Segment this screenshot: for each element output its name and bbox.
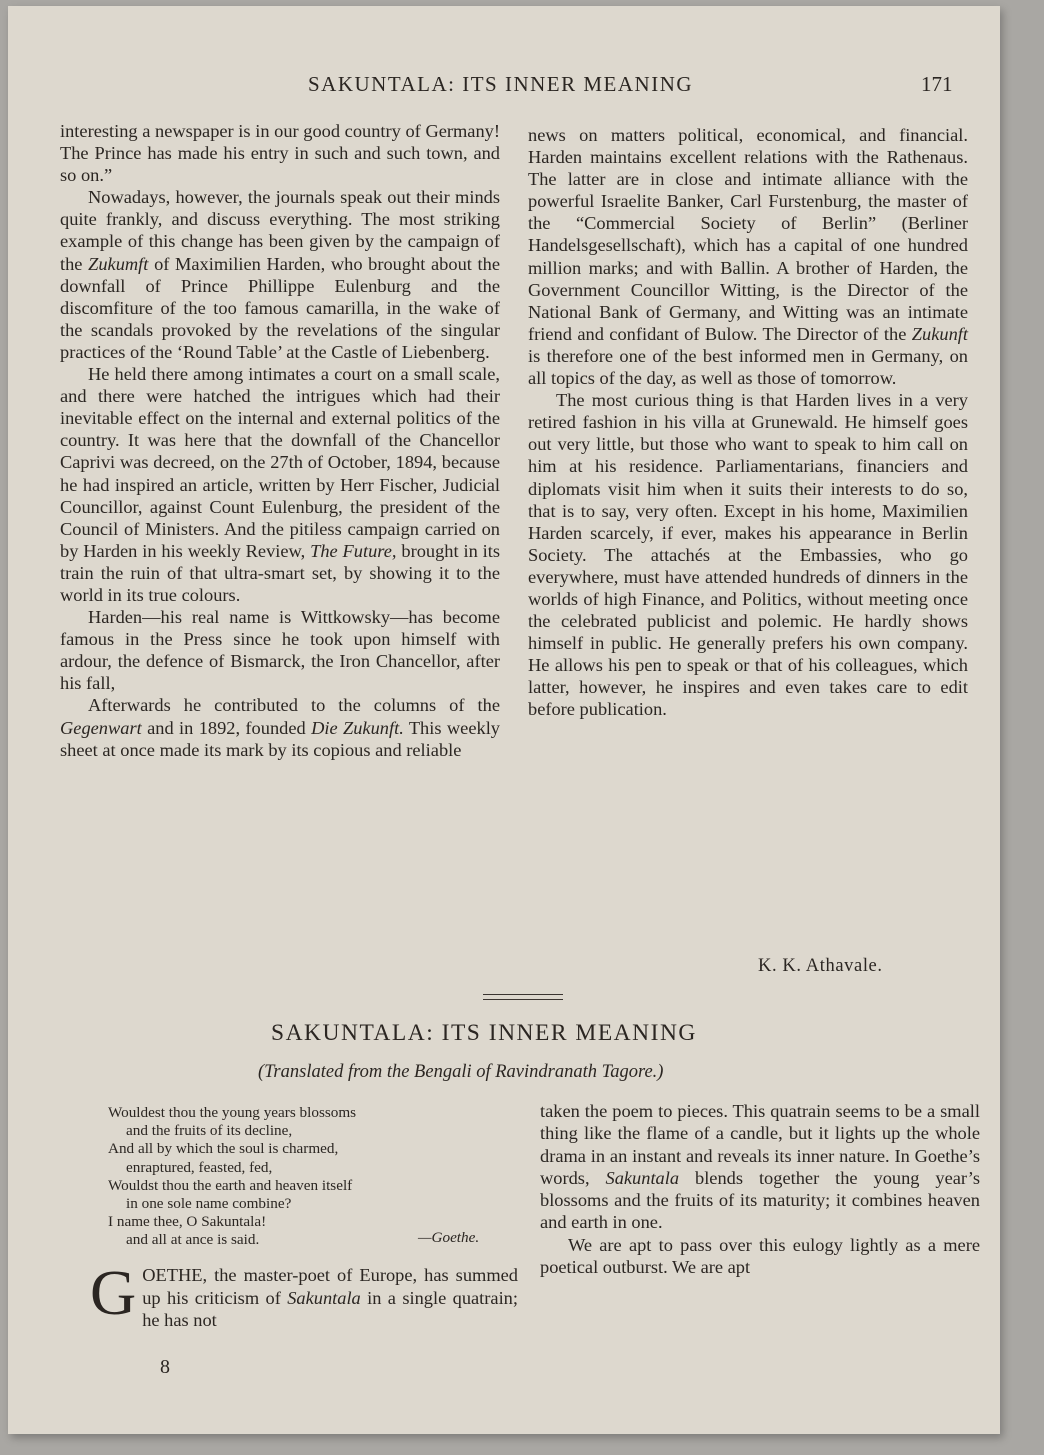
article1-column2 (528, 124, 968, 721)
paragraph: interesting a newspaper is in our good country of Germany! The Prince has made his entry in such and such town, and so on.” (60, 121, 500, 186)
paragraph: Nowadays, however, the journals speak out their minds quite frankly, and discuss everything. The most striking example of this change has been given by the campaign of the Zukumft of Maximilien Harden, who brought about the downfall of Prince Phillippe Eulenburg and the discomfiture of the too famous camarilla, in the wake of the scandals provoked by the revelations of the singular practices of the ‘Round Table’ at the Castle of Liebenberg. (60, 187, 500, 362)
poem-line: enraptured, feasted, fed, (126, 1158, 273, 1176)
paragraph: We are apt to pass over this eulogy lightly as a mere poetical outburst. We are apt (540, 1234, 980, 1278)
sakuntala-italic: Sakuntala (287, 1287, 361, 1308)
article2-intro (90, 1257, 518, 1332)
poem-line: and all at ance is said. (126, 1231, 260, 1249)
epigraph-poem (108, 1104, 518, 1250)
poem-attribution: —Goethe. (418, 1229, 480, 1246)
paragraph: Afterwards he contributed to the columns of the Gegenwart and in 1892, founded Die Zukunft. This weekly sheet at once made its mark by its copious and reliable (60, 695, 500, 760)
page-number: 171 (921, 72, 953, 96)
poem-line: Wouldest thou the young years blossoms (108, 1104, 357, 1121)
paragraph: The most curious thing is that Harden lives in a very retired fashion in his villa at Grunewald. He himself goes out very little, but those who want to speak to him call on him at his residence. Parliamentarians, financiers and diplomats visit him when it suits their interests to do so, that is to say, very often. Except in his home, Maximilien Harden scarcely, if ever, makes his appearance in Berlin Society. The attachés at the Embassies, who go everywhere, must have attended hundreds of dinners in the worlds of high Finance, and Politics, without meeting once the celebrated publicist and polemic. He hardly shows himself in public. He generally prefers his own company. He allows his pen to speak or that of his colleagues, which latter, however, he inspires and even takes care to edit before publication. (528, 390, 968, 720)
article-subtitle: (Translated from the Bengali of Ravindranath Tagore.) (258, 1062, 664, 1082)
poem-line: and the fruits of its decline, (126, 1122, 293, 1140)
poem-line: And all by which the soul is charmed, (108, 1140, 339, 1158)
article2-column2 (540, 1100, 980, 1278)
section-divider (483, 994, 563, 1000)
poem-line: I name thee, O Sakuntala! (108, 1213, 267, 1231)
paragraph: taken the poem to pieces. This quatrain seems to be a small thing like the flame of a candle, but it lights up the whole drama in an instant and reveals its inner nature. In Goethe’s words, Sakuntala blends together the young year’s blossoms and the fruits of its maturity; it combines heaven and earth in one. (540, 1101, 980, 1233)
page (8, 6, 1000, 1434)
the-future-italic: The Future, (310, 540, 397, 561)
paragraph: He held there among intimates a court on a small scale, and there were hatched the intrigues which had their inevitable effect on the internal and external politics of the country. It was here that the downfall of the Chancellor Caprivi was decreed, on the 27th of October, 1894, because he had inspired an article, written by Herr Fischer, Judicial Councillor, against Count Eulenburg, the president of the Council of Ministers. And the pitiless campaign carried on by Harden in his weekly Review, The Future, brought in its train the ruin of that ultra-smart set, by showing it to the world in its true colours. (60, 364, 500, 605)
die-zukunft-italic: Die Zukunft. (311, 717, 404, 738)
article-title: SAKUNTALA: ITS INNER MEANING (271, 1020, 697, 1046)
gegenwart-italic: Gegenwart (60, 717, 142, 738)
sakuntala-italic: Sakuntala (605, 1167, 680, 1188)
poem-line: Wouldst thou the earth and heaven itself (108, 1176, 353, 1194)
paragraph: GOETHE, the master-poet of Europe, has summed up his criticism of Sakuntala in a single quatrain; he has not (90, 1257, 518, 1331)
paragraph: Harden—his real name is Wittkowsky—has become famous in the Press since he took upon himself with ardour, the defence of Bismarck, the Iron Chancellor, after his fall, (60, 607, 500, 694)
paragraph: news on matters political, economical, and financial. Harden maintains excellent relations with the Rathenaus. The latter are in close and intimate alliance with the powerful Israelite Banker, Carl Furstenburg, the master of the “Commercial Society of Berlin” (Berliner Handelsgesellschaft), which has a capital of one hundred million marks; and with Ballin. A brother of Harden, the Government Councillor Witting, is the Director of the National Bank of Germany, and Witting was an intimate friend and confidant of Bulow. The Director of the Zukunft is therefore one of the best informed men in Germany, on all topics of the day, as well as those of tomorrow. (528, 125, 968, 389)
poem-line: in one sole name combine? (126, 1195, 292, 1213)
zukumft-italic: Zukumft (88, 253, 149, 274)
running-title: SAKUNTALA: ITS INNER MEANING (308, 72, 694, 96)
author-signature: K. K. Athavale. (758, 956, 883, 976)
drop-cap: G (90, 1257, 137, 1328)
zukunft-italic: Zukunft (911, 323, 968, 344)
signature-mark: 8 (160, 1356, 170, 1378)
article1-column1 (60, 120, 500, 761)
